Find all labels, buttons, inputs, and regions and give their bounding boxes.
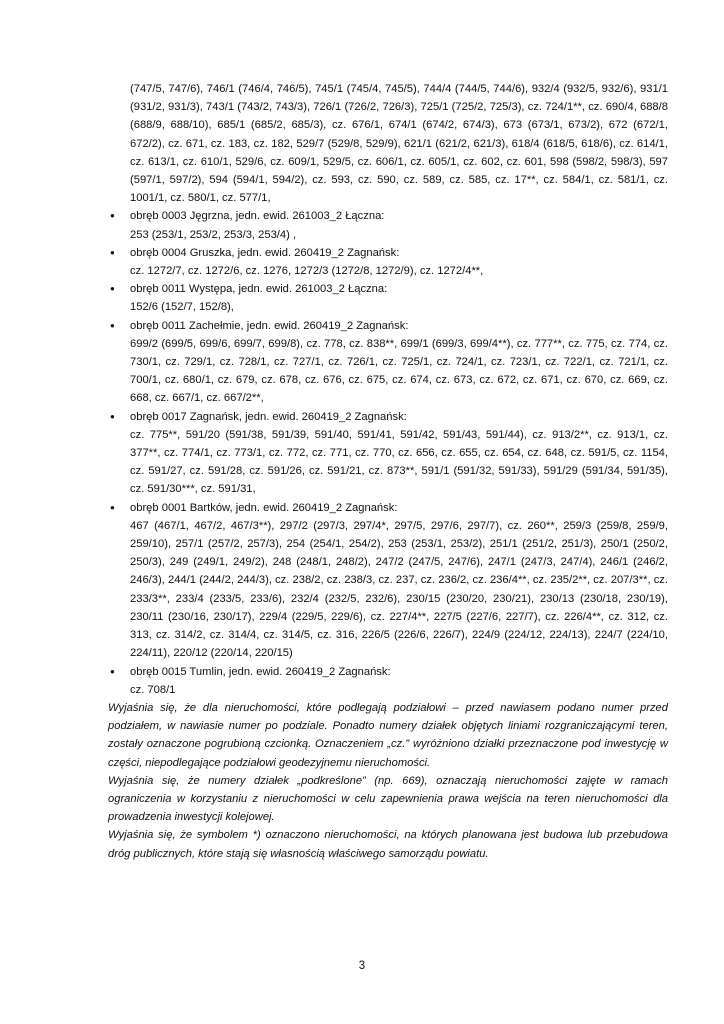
parcel-numbers: 699/2 (699/5, 699/6, 699/7, 699/8), cz. 778, cz. 838**, 699/1 (699/3, 699/4**), cz. 777**, cz. 775, cz. 774, cz. 730/1, cz. 729/1, cz. 728/1, cz. 727/1, cz. 726/1, cz. 725/1, cz. 724/1, cz. 723/1, cz. 722/1, cz. 721/1, cz. 700/1, cz. 680/1, cz. 679, cz. 678, cz. 676, cz. 675, cz. 674, cz. 673, cz. 672, cz. 671, cz. 670, cz. 669, cz. 668, cz. 667/1, cz. 667/2**, bbox=[130, 337, 668, 405]
explanatory-note-division: Wyjaśnia się, że dla nieruchomości, które podlegają podziałowi – przed nawiasem podano numer przed podziałem, w nawiasie numer po podziale. Ponadto numery działek objętych liniami rozgraniczającymi teren, zostały oznaczone pogrubioną czcionką. Oznaczeniem „cz.” wyróżniono działki przeznaczone pod inwestycję w części, niepodlegające podziałowi geodezyjnemu nieruchomości. bbox=[108, 701, 668, 769]
page-number: 3 bbox=[358, 960, 366, 972]
precinct-header: ● obręb 0017 Zagnańsk, jedn. ewid. 260419_2 Zagnańsk: bbox=[130, 410, 407, 423]
list-item bbox=[108, 499, 668, 663]
list-item bbox=[108, 663, 668, 699]
precinct-header: ● obręb 0011 Występa, jedn. ewid. 261003_2 Łączna: bbox=[130, 283, 388, 296]
precinct-header: ● obręb 0015 Tumlin, jedn. ewid. 260419_2 Zagnańsk: bbox=[130, 665, 391, 678]
parcel-numbers: cz. 708/1 bbox=[130, 683, 176, 696]
parcel-list-continuation: (747/5, 747/6), 746/1 (746/4, 746/5), 745/1 (745/4, 745/5), 744/4 (744/5, 744/6), 932/4 (932/5, 932/6), 931/1 (931/2, 931/3), 743/1 (743/2, 743/3), 726/1 (726/2, 726/3), 725/1 (725/2, 725/3), cz. 724/1**, cz. 690/4, 688/8 (688/9, 688/10), 685/1 (685/2, 685/3), cz. 676/1, 674/1 (674/2, 674/3), 673 (673/1, 673/2), 672 (672/1, 672/2), cz. 671, cz. 183, cz. 182, 529/7 (529/8, 529/9), 621/1 (621/2, 621/3), 618/4 (618/5, 618/6), cz. 614/1, cz. 613/1, cz. 610/1, 529/6, cz. 609/1, 529/5, cz. 606/1, cz. 605/1, cz. 602, cz. 601, 598 (598/2, 598/3), 597 (597/1, 597/2), 594 (594/1, 594/2), cz. 593, cz. 590, cz. 589, cz. 585, cz. 17**, cz. 584/1, cz. 581/1, cz. 1001/1, cz. 580/1, cz. 577/1, bbox=[130, 83, 668, 205]
parcel-numbers: 152/6 (152/7, 152/8), bbox=[130, 301, 234, 314]
precinct-header: ● obręb 0011 Zachełmie, jedn. ewid. 260419_2 Zagnańsk: bbox=[130, 319, 409, 332]
cadastral-precinct-list bbox=[108, 207, 668, 698]
parcel-numbers: 253 (253/1, 253/2, 253/3, 253/4) , bbox=[130, 228, 297, 241]
list-item bbox=[108, 244, 668, 280]
precinct-header: ● obręb 0001 Bartków, jedn. ewid. 260419_2 Zagnańsk: bbox=[130, 501, 398, 514]
parcel-numbers: cz. 775**, 591/20 (591/38, 591/39, 591/40, 591/41, 591/42, 591/43, 591/44), cz. 913/2**, cz. 913/1, cz. 377**, cz. 774/1, cz. 773/1, cz. 772, cz. 771, cz. 770, cz. 656, cz. 655, cz. 654, cz. 648, cz. 591/5, cz. 1154, cz. 591/27, cz. 591/28, cz. 591/26, cz. 591/21, cz. 873**, 591/1 (591/32, 591/33), 591/29 (591/34, 591/35), cz. 591/30***, cz. 591/31, bbox=[130, 428, 668, 496]
parcel-numbers: 467 (467/1, 467/2, 467/3**), 297/2 (297/3, 297/4*, 297/5, 297/6, 297/7), cz. 260**, 259/3 (259/8, 259/9, 259/10), 257/1 (257/2, 257/3), 254 (254/1, 254/2), 253 (253/1, 253/2), 251/1 (251/2, 251/3), 250/1 (250/2, 250/3), 249 (249/1, 249/2), 248 (248/1, 248/2), 247/2 (247/5, 247/6), 247/1 (247/3, 247/4), 246/1 (246/2, 246/3), 244/1 (244/2, 244/3), cz. 238/2, cz. 238/3, cz. 237, cz. 236/2, cz. 236/4**, cz. 235/2**, cz. 207/3**, cz. 233/3**, 233/4 (233/5, 233/6), 232/4 (232/5, 232/6), 230/15 (230/20, 230/21), 230/13 (230/18, 230/19), 230/11 (230/16, 230/17), 229/4 (229/5, 229/6), cz. 227/4**, 227/5 (227/6, 227/7), cz. 226/4**, cz. 312, cz. 313, cz. 314/2, cz. 314/4, cz. 314/5, cz. 316, 226/5 (226/6, 226/7), 224/9 (224/12, 224/13), 224/7 (224/10, 224/11), 220/12 (220/14, 220/15) bbox=[130, 519, 668, 660]
explanatory-note-symbol: Wyjaśnia się, że symbolem *) oznaczono nieruchomości, na których planowana jest budowa lub przebudowa dróg publicznych, które stają się własnością właściwego samorządu powiatu. bbox=[108, 829, 668, 860]
document-body bbox=[108, 80, 668, 863]
precinct-header: ● obręb 0003 Jęgrzna, jedn. ewid. 261003_2 Łączna: bbox=[130, 210, 385, 223]
list-item bbox=[108, 408, 668, 499]
precinct-header: ● obręb 0004 Gruszka, jedn. ewid. 260419_2 Zagnańsk: bbox=[130, 246, 400, 259]
list-item bbox=[108, 280, 668, 316]
explanatory-note-underlined: Wyjaśnia się, że numery działek „podkreślone” (np. 669), oznaczają nieruchomości zajęte w ramach ograniczenia w korzystaniu z nieruchomości w celu zapewnienia prawa wejścia na teren nieruchomości dla prowadzenia inwestycji kolejowej. bbox=[108, 774, 668, 824]
list-item bbox=[108, 207, 668, 243]
list-item bbox=[108, 317, 668, 408]
parcel-numbers: cz. 1272/7, cz. 1272/6, cz. 1276, 1272/3 (1272/8, 1272/9), cz. 1272/4**, bbox=[130, 265, 484, 278]
